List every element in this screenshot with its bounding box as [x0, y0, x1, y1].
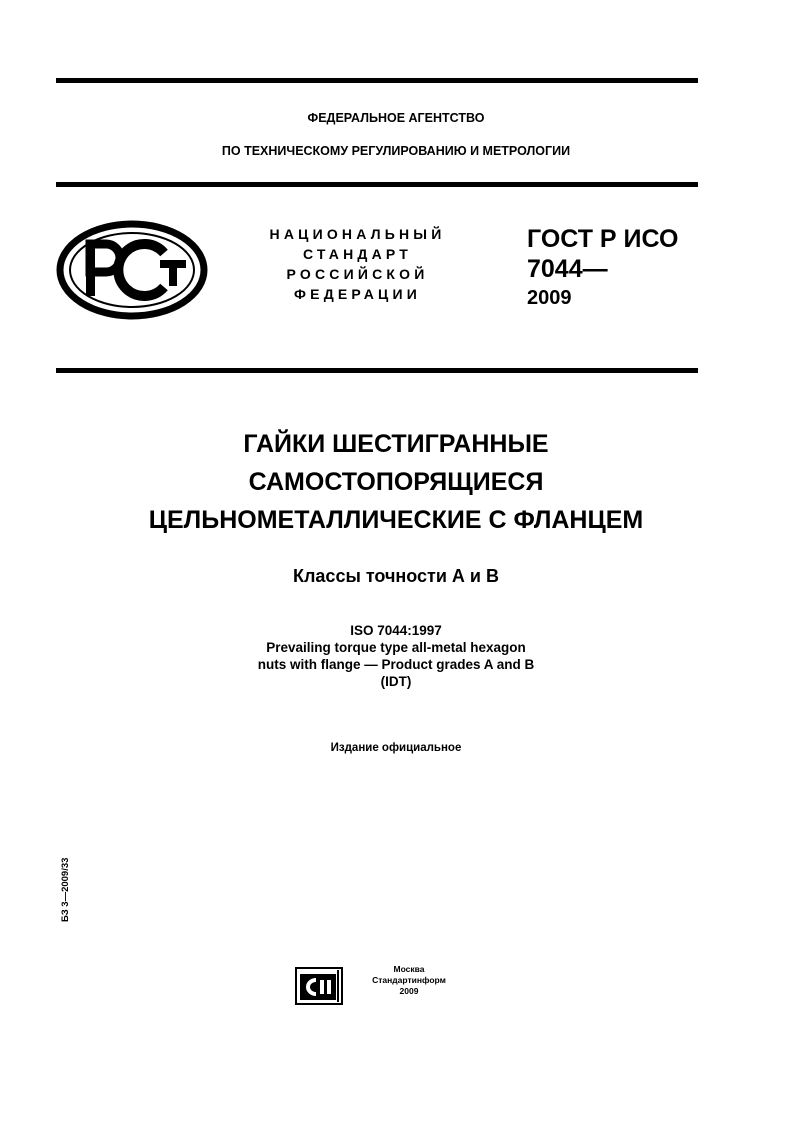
- rst-logo-icon: [56, 220, 208, 320]
- agency-line-2: ПО ТЕХНИЧЕСКОМУ РЕГУЛИРОВАНИЮ И МЕТРОЛОГИИ: [221, 144, 571, 158]
- title-line-2: САМОСТОПОРЯЩИЕСЯ: [248, 468, 544, 496]
- iso-title-line-1: Prevailing torque type all-metal hexagon: [266, 640, 526, 655]
- standartinform-logo-icon: [294, 966, 344, 1006]
- standard-type-line-3: РОССИЙСКОЙ: [286, 266, 429, 282]
- designation-line-1: ГОСТ Р ИСО: [527, 225, 679, 253]
- iso-reference: [0, 622, 792, 690]
- publisher-city: Москва: [393, 964, 425, 974]
- document-title: [0, 425, 792, 539]
- standard-designation: [527, 224, 678, 312]
- designation-line-2: 7044—: [527, 255, 608, 283]
- standard-type-line-2: СТАНДАРТ: [302, 246, 413, 262]
- designation-year: 2009: [527, 287, 572, 309]
- document-subtitle: Классы точности А и В: [293, 566, 499, 586]
- iso-identity: (IDT): [380, 674, 412, 689]
- standard-type-line-4: ФЕДЕРАЦИИ: [294, 286, 421, 302]
- publisher-year: 2009: [399, 986, 419, 996]
- iso-title-line-2: nuts with flange — Product grades A and B: [257, 657, 535, 672]
- standard-type-line-1: НАЦИОНАЛЬНЫЙ: [269, 226, 446, 242]
- publisher-info: [356, 964, 462, 997]
- top-rule: [56, 78, 698, 83]
- title-line-1: ГАЙКИ ШЕСТИГРАННЫЕ: [243, 430, 549, 458]
- header-rule: [56, 182, 698, 187]
- standard-type: [240, 224, 475, 304]
- iso-number: ISO 7044:1997: [350, 623, 442, 638]
- mid-rule: [56, 368, 698, 373]
- edition-note: Издание официальное: [330, 742, 462, 754]
- side-note: БЗ 3—2009/33: [60, 857, 71, 922]
- agency-line-1: ФЕДЕРАЛЬНОЕ АГЕНТСТВО: [307, 111, 485, 125]
- publisher-name: Стандартинформ: [372, 975, 446, 985]
- title-line-3: ЦЕЛЬНОМЕТАЛЛИЧЕСКИЕ С ФЛАНЦЕМ: [148, 506, 644, 534]
